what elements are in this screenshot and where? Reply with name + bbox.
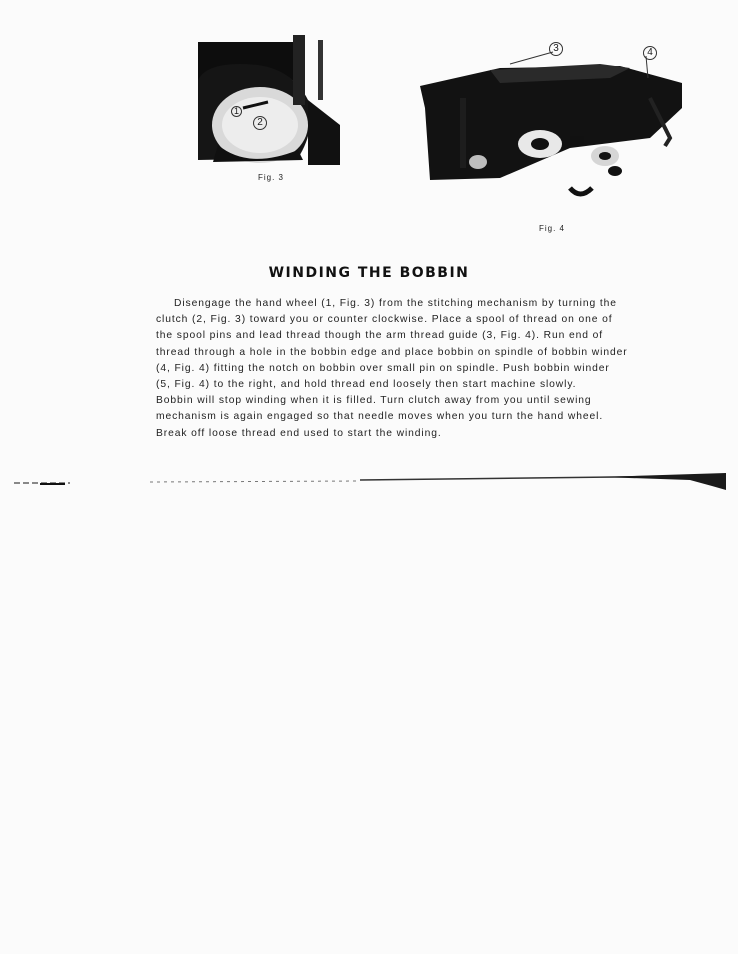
figure-3-photo	[198, 30, 340, 165]
body-line: thread through a hole in the bobbin edge and place bobbin on spindle of bobbin winder	[156, 346, 628, 358]
section-title: WINDING THE BOBBIN	[268, 265, 470, 281]
body-line: Disengage the hand wheel (1, Fig. 3) from the stitching mechanism by turning the	[174, 298, 617, 309]
body-line: mechanism is again engaged so that needle moves when you turn the hand wheel.	[156, 411, 604, 423]
scan-edge-line	[0, 468, 738, 498]
body-line: the spool pins and lead thread though the arm thread guide (3, Fig. 4). Run end of	[156, 330, 604, 342]
callout-3: 3	[549, 42, 563, 56]
body-line: (4, Fig. 4) fitting the notch on bobbin over small pin on spindle. Push bobbin winder	[156, 362, 610, 374]
body-text	[156, 296, 676, 442]
callout-2: 2	[253, 116, 267, 130]
callout-4: 4	[643, 46, 657, 60]
callout-1: 1	[231, 106, 242, 117]
figure-4-photo	[420, 38, 682, 203]
figure-4-caption: Fig. 4	[539, 224, 566, 233]
body-line: (5, Fig. 4) to the right, and hold thread end loosely then start machine slowly.	[156, 379, 577, 391]
figure-3-caption: Fig. 3	[258, 173, 285, 182]
body-line: Break off loose thread end used to start the winding.	[156, 427, 442, 439]
body-line: Bobbin will stop winding when it is filled. Turn clutch away from you until sewing	[156, 395, 592, 407]
body-line: clutch (2, Fig. 3) toward you or counter clockwise. Place a spool of thread on one of	[156, 314, 613, 326]
